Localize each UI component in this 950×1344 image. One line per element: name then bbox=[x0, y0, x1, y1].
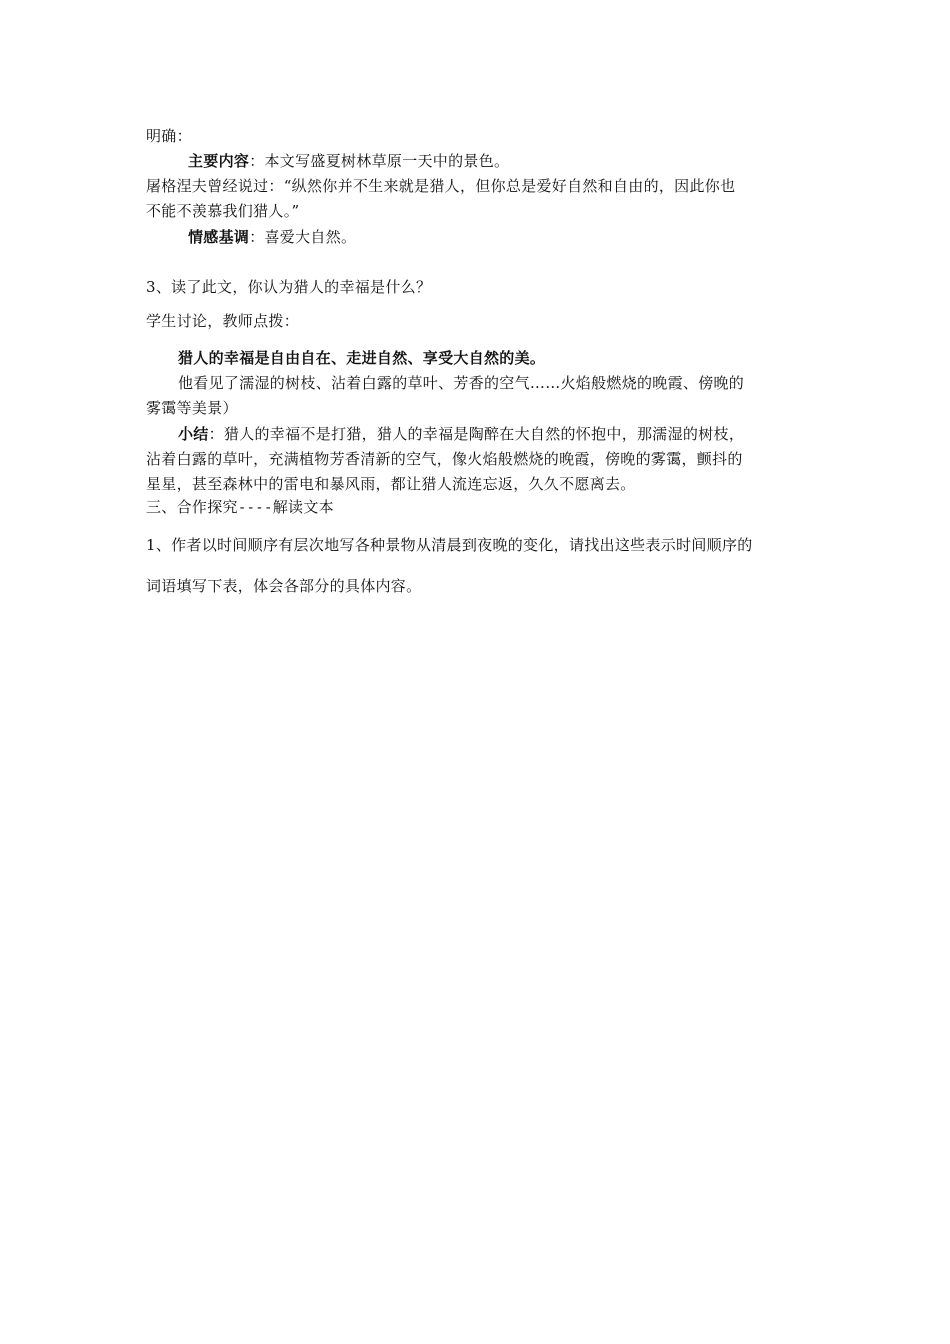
summary-line-3: 星星，甚至森林中的雷电和暴风雨，都让猎人流连忘返，久久不愿离去。 bbox=[146, 475, 636, 493]
section-3-title-a: 三、合作探究 bbox=[146, 498, 238, 516]
summary-line-1 bbox=[178, 424, 744, 444]
clarify-heading: 明确： bbox=[146, 127, 192, 145]
task-1-line-2: 词语填写下表，体会各部分的具体内容。 bbox=[146, 577, 422, 595]
scenery-line-2: 雾霭等美景） bbox=[146, 399, 238, 417]
summary-line-2: 沾着白露的草叶，充满植物芳香清新的空气，像火焰般燃烧的晚霞，傍晚的雾霭，颤抖的 bbox=[146, 450, 743, 468]
emotion-text: ：喜爱大自然。 bbox=[249, 228, 357, 246]
main-content-line bbox=[188, 151, 509, 171]
main-content-label: 主要内容 bbox=[188, 152, 250, 170]
section-3-dash: ---- bbox=[237, 500, 273, 516]
emotion-label: 情感基调 bbox=[188, 228, 250, 246]
summary-label: 小结 bbox=[178, 425, 209, 443]
scenery-line-1: 他看见了濡湿的树枝、沾着白露的草叶、芳香的空气……火焰般燃烧的晚霞、傍晚的 bbox=[178, 374, 745, 392]
section-3-heading bbox=[146, 497, 334, 518]
emotion-line bbox=[188, 227, 356, 247]
task-1-line-1: 1、作者以时间顺序有层次地写各种景物从清晨到夜晚的变化，请找出这些表示时间顺序的 bbox=[146, 536, 753, 554]
main-content-text: ：本文写盛夏树林草原一天中的景色。 bbox=[249, 152, 510, 170]
section-3-title-b: 解读文本 bbox=[272, 498, 334, 516]
question-3: 3、读了此文，你认为猎人的幸福是什么？ bbox=[146, 278, 432, 296]
quote-line-1: 屠格涅夫曾经说过：“纵然你并不生来就是猎人，但你总是爱好自然和自由的，因此你也 bbox=[146, 177, 736, 195]
quote-line-2: 不能不羡慕我们猎人。” bbox=[146, 202, 300, 220]
happiness-statement: 猎人的幸福是自由自在、走进自然、享受大自然的美。 bbox=[178, 349, 546, 367]
summary-text-1: ：猎人的幸福不是打猎，猎人的幸福是陶醉在大自然的怀抱中，那濡湿的树枝， bbox=[208, 425, 745, 443]
discussion-line: 学生讨论，教师点拨： bbox=[146, 312, 300, 330]
